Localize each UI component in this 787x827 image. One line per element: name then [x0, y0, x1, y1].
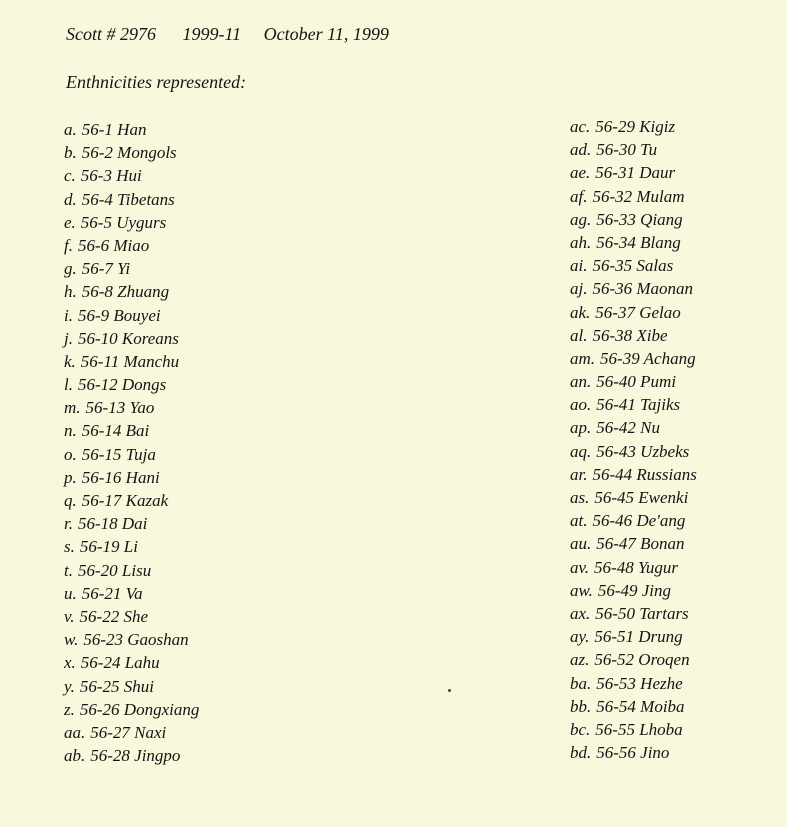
list-item — [570, 254, 697, 277]
list-item — [570, 440, 697, 463]
item-letter: az. — [570, 650, 590, 670]
paper-speck — [448, 689, 451, 692]
list-item — [570, 277, 697, 300]
item-letter: y. — [64, 676, 75, 696]
ethnicity-list-right — [570, 115, 697, 764]
item-letter: av. — [570, 557, 590, 577]
list-item — [570, 695, 697, 718]
item-label: 56-29 Kigiz — [595, 117, 676, 136]
document-header — [66, 24, 389, 45]
list-item — [64, 280, 199, 303]
item-label: 56-18 Dai — [77, 514, 148, 534]
item-label: 56-40 Pumi — [596, 372, 677, 392]
item-label: 56-15 Tuja — [81, 444, 156, 464]
item-letter: ad. — [570, 140, 592, 160]
list-item — [64, 628, 199, 651]
list-item — [64, 373, 199, 396]
list-item — [570, 672, 697, 695]
item-label: 56-23 Gaoshan — [83, 630, 189, 650]
list-item — [570, 301, 697, 324]
item-letter: n. — [64, 421, 77, 441]
list-item — [570, 324, 697, 347]
item-letter: ak. — [570, 302, 591, 322]
item-label: 56-55 Lhoba — [595, 719, 683, 739]
item-letter: at. — [570, 511, 588, 531]
list-item — [570, 115, 697, 138]
list-item — [570, 556, 697, 579]
item-letter: aw. — [570, 580, 593, 600]
item-letter: bc. — [570, 719, 591, 739]
item-letter: m. — [64, 398, 81, 418]
item-label: 56-20 Lisu — [77, 560, 152, 580]
item-letter: al. — [570, 325, 588, 345]
list-item — [64, 489, 199, 512]
list-item — [64, 698, 199, 721]
list-item — [64, 257, 199, 280]
list-item — [570, 625, 697, 648]
item-letter: o. — [64, 444, 77, 464]
item-label: 56-32 Mulam — [592, 186, 685, 206]
item-letter: b. — [64, 143, 77, 163]
item-letter: t. — [64, 560, 73, 580]
item-letter: ap. — [570, 418, 592, 438]
list-item — [64, 188, 199, 211]
list-item — [570, 532, 697, 555]
section-heading: Enthnicities represented: — [66, 72, 247, 92]
item-letter: j. — [64, 328, 73, 348]
item-letter: e. — [64, 212, 76, 232]
item-label: 56-6 Miao — [77, 235, 150, 255]
item-label: 56-17 Kazak — [81, 491, 169, 510]
item-letter: p. — [64, 467, 77, 487]
item-letter: s. — [64, 537, 75, 557]
item-letter: am. — [570, 348, 596, 368]
item-letter: k. — [64, 351, 76, 371]
item-letter: bb. — [570, 696, 592, 716]
list-item — [64, 605, 199, 628]
item-label: 56-2 Mongols — [81, 143, 177, 163]
item-letter: ba. — [570, 673, 592, 693]
item-label: 56-56 Jino — [596, 743, 670, 763]
item-label: 56-8 Zhuang — [81, 282, 170, 302]
item-label: 56-34 Blang — [596, 232, 681, 252]
item-letter: u. — [64, 583, 77, 603]
item-label: 56-22 She — [79, 606, 149, 626]
item-label: 56-30 Tu — [596, 140, 658, 160]
list-item — [64, 118, 199, 141]
list-item — [570, 347, 697, 370]
item-letter: ar. — [570, 464, 588, 484]
list-item — [64, 396, 199, 419]
item-label: 56-26 Dongxiang — [79, 699, 200, 719]
list-item — [64, 675, 199, 698]
item-label: 56-47 Bonan — [596, 534, 685, 554]
list-item — [570, 416, 697, 439]
item-label: 56-53 Hezhe — [596, 673, 683, 693]
issue-date: October 11, 1999 — [263, 24, 389, 44]
item-letter: an. — [570, 372, 592, 392]
item-label: 56-13 Yao — [85, 398, 155, 418]
item-letter: ai. — [570, 256, 588, 276]
item-label: 56-38 Xibe — [592, 325, 668, 345]
list-item — [570, 509, 697, 532]
item-label: 56-43 Uzbeks — [596, 441, 690, 461]
list-item — [570, 718, 697, 741]
item-label: 56-9 Bouyei — [77, 305, 161, 325]
item-label: 56-42 Nu — [596, 418, 660, 438]
list-item — [64, 164, 199, 187]
item-label: 56-3 Hui — [80, 166, 142, 186]
item-label: 56-52 Oroqen — [594, 650, 690, 670]
item-label: 56-50 Tartars — [595, 603, 689, 623]
list-item — [570, 579, 697, 602]
list-item — [570, 138, 697, 161]
item-letter: w. — [64, 630, 79, 650]
item-label: 56-7 Yi — [81, 259, 131, 279]
item-label: 56-35 Salas — [592, 256, 674, 276]
item-label: 56-36 Maonan — [592, 279, 694, 299]
item-letter: aq. — [570, 441, 592, 461]
item-letter: ao. — [570, 395, 592, 415]
list-item — [64, 651, 199, 674]
item-letter: q. — [64, 491, 77, 510]
list-item — [64, 559, 199, 582]
list-item — [64, 535, 199, 558]
list-item — [64, 350, 199, 373]
item-label: 56-11 Manchu — [80, 351, 180, 371]
ethnicity-list-left — [64, 118, 199, 767]
item-letter: ae. — [570, 163, 591, 183]
item-label: 56-41 Tajiks — [596, 395, 681, 415]
item-label: 56-27 Naxi — [90, 722, 167, 742]
issue-code: 1999-11 — [182, 24, 242, 44]
item-label: 56-28 Jingpo — [90, 746, 181, 766]
item-label: 56-19 Li — [79, 537, 138, 557]
item-label: 56-21 Va — [81, 583, 143, 603]
list-item — [64, 721, 199, 744]
item-label: 56-44 Russians — [592, 464, 697, 484]
list-item — [64, 141, 199, 164]
list-item — [570, 463, 697, 486]
item-letter: z. — [64, 699, 75, 719]
item-letter: g. — [64, 259, 77, 279]
item-label: 56-33 Qiang — [596, 209, 683, 229]
item-label: 56-46 De'ang — [592, 511, 686, 531]
item-letter: d. — [64, 189, 77, 209]
list-item — [570, 161, 697, 184]
item-letter: h. — [64, 282, 77, 302]
item-letter: a. — [64, 120, 77, 139]
list-item — [570, 185, 697, 208]
item-label: 56-5 Uygurs — [80, 212, 167, 232]
list-item — [570, 648, 697, 671]
item-label: 56-25 Shui — [79, 676, 154, 696]
item-letter: ab. — [64, 746, 86, 766]
item-letter: c. — [64, 166, 76, 186]
list-item — [64, 419, 199, 442]
item-letter: au. — [570, 534, 592, 554]
list-item — [570, 370, 697, 393]
item-letter: aj. — [570, 279, 588, 299]
item-letter: ag. — [570, 209, 592, 229]
item-label: 56-48 Yugur — [594, 557, 678, 577]
list-item — [570, 486, 697, 509]
list-item — [64, 211, 199, 234]
list-item — [64, 304, 199, 327]
list-item — [570, 602, 697, 625]
item-label: 56-12 Dongs — [77, 375, 167, 395]
list-item — [570, 231, 697, 254]
scott-number: Scott # 2976 — [66, 24, 156, 44]
item-letter: i. — [64, 305, 73, 325]
item-label: 56-14 Bai — [81, 421, 150, 441]
item-label: 56-39 Achang — [600, 348, 696, 368]
item-letter: aa. — [64, 722, 86, 742]
item-letter: l. — [64, 375, 73, 395]
item-label: 56-45 Ewenki — [594, 488, 689, 507]
item-label: 56-24 Lahu — [80, 653, 160, 673]
item-letter: ac. — [570, 117, 591, 136]
item-letter: f. — [64, 235, 73, 255]
item-label: 56-16 Hani — [81, 467, 160, 487]
item-letter: r. — [64, 514, 73, 534]
list-item — [64, 582, 199, 605]
item-letter: bd. — [570, 743, 592, 763]
list-item — [64, 466, 199, 489]
item-letter: af. — [570, 186, 588, 206]
item-letter: v. — [64, 606, 75, 626]
item-label: 56-4 Tibetans — [81, 189, 175, 209]
list-item — [64, 327, 199, 350]
item-letter: x. — [64, 653, 76, 673]
list-item — [64, 744, 199, 767]
item-label: 56-54 Moiba — [596, 696, 685, 716]
list-item — [570, 393, 697, 416]
item-label: 56-31 Daur — [595, 163, 676, 183]
item-label: 56-51 Drung — [594, 627, 683, 647]
item-label: 56-49 Jing — [597, 580, 672, 600]
item-letter: ax. — [570, 603, 591, 623]
item-label: 56-1 Han — [81, 120, 147, 139]
item-letter: ay. — [570, 627, 590, 647]
item-letter: as. — [570, 488, 590, 507]
item-label: 56-10 Koreans — [77, 328, 179, 348]
list-item — [64, 234, 199, 257]
item-label: 56-37 Gelao — [595, 302, 681, 322]
list-item — [570, 208, 697, 231]
list-item — [64, 443, 199, 466]
item-letter: ah. — [570, 232, 592, 252]
list-item — [64, 512, 199, 535]
list-item — [570, 741, 697, 764]
